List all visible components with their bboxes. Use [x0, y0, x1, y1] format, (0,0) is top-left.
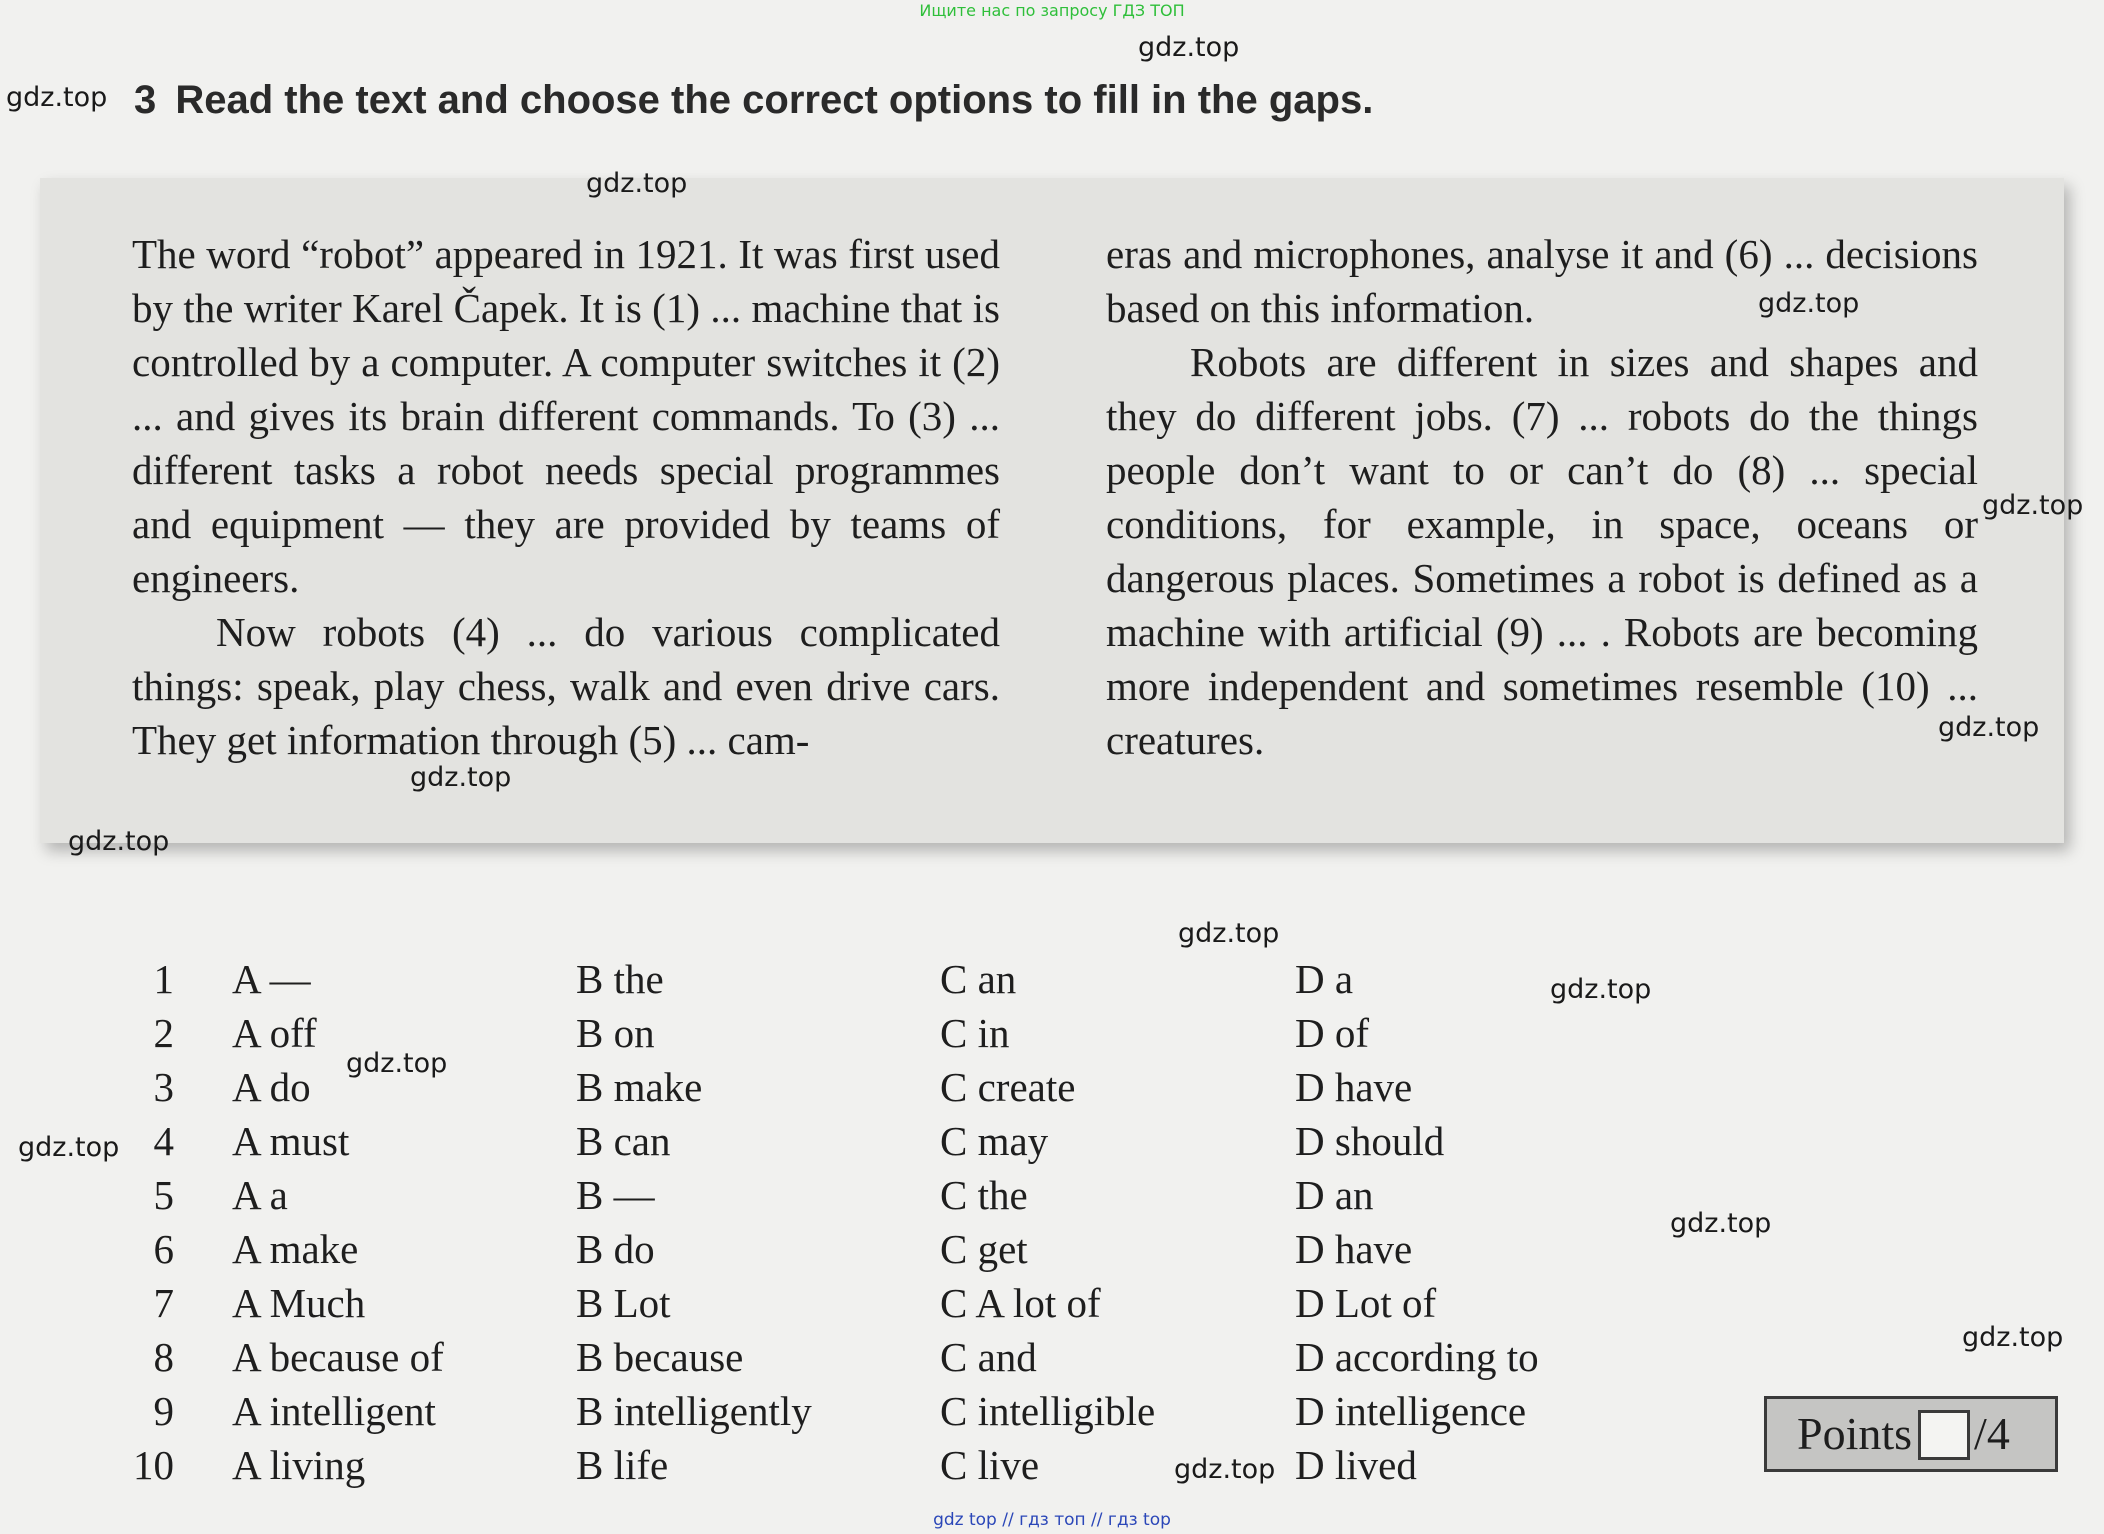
watermark: gdz.top — [346, 1048, 448, 1079]
watermark: gdz.top — [1138, 32, 1240, 63]
option-b[interactable]: B on — [576, 1010, 655, 1056]
points-label: Points — [1797, 1408, 1913, 1459]
option-d[interactable]: D a — [1295, 956, 1354, 1002]
option-row — [132, 1384, 1632, 1438]
text-column-left — [132, 227, 1000, 767]
points-input-box[interactable] — [1918, 1410, 1970, 1460]
option-c[interactable]: C create — [940, 1064, 1076, 1110]
option-c[interactable]: C the — [940, 1172, 1028, 1218]
watermark: gdz.top — [1982, 490, 2084, 521]
option-d[interactable]: D have — [1295, 1064, 1413, 1110]
watermark: gdz.top — [1758, 288, 1860, 319]
option-b[interactable]: B life — [576, 1442, 669, 1488]
item-number: 7 — [153, 1280, 174, 1326]
watermark: gdz.top — [1670, 1208, 1772, 1239]
item-number: 5 — [153, 1172, 174, 1218]
option-b[interactable]: B do — [576, 1226, 655, 1272]
points-total: /4 — [1974, 1408, 2010, 1459]
option-row — [132, 1330, 1632, 1384]
bottom-banner: gdz top // гдз топ // гдз top — [933, 1510, 1171, 1530]
watermark: gdz.top — [1962, 1322, 2064, 1353]
text-paragraph-3: eras and microphones, analyse it and (6) ... decisions based on this information. — [1106, 231, 1978, 331]
option-d[interactable]: D an — [1295, 1172, 1374, 1218]
watermark: gdz.top — [6, 82, 108, 113]
option-b[interactable]: B Lot — [576, 1280, 671, 1326]
option-d[interactable]: D should — [1295, 1118, 1445, 1164]
option-a[interactable]: A because of — [232, 1334, 444, 1380]
option-a[interactable]: A Much — [232, 1280, 366, 1326]
option-row — [132, 1276, 1632, 1330]
option-a[interactable]: A do — [232, 1064, 311, 1110]
option-c[interactable]: C A lot of — [940, 1280, 1101, 1326]
exercise-number: 3 — [134, 78, 157, 122]
option-a[interactable]: A off — [232, 1010, 317, 1056]
option-a[interactable]: A living — [232, 1442, 366, 1488]
option-b[interactable]: B can — [576, 1118, 671, 1164]
option-d[interactable]: D Lot of — [1295, 1280, 1437, 1326]
text-paragraph-2: Now robots (4) ... do various complicated things: speak, play chess, walk and even drive cars. They get information through (5) ... cam- — [132, 609, 1000, 763]
watermark: gdz.top — [410, 762, 512, 793]
option-c[interactable]: C an — [940, 956, 1017, 1002]
exercise-instruction: Read the text and choose the correct options to fill in the gaps. — [175, 78, 1374, 122]
option-row — [132, 1438, 1632, 1492]
option-row — [132, 1114, 1632, 1168]
watermark: gdz.top — [1938, 712, 2040, 743]
option-a[interactable]: A must — [232, 1118, 350, 1164]
option-c[interactable]: C live — [940, 1442, 1040, 1488]
watermark: gdz.top — [1178, 918, 1280, 949]
option-row — [132, 952, 1632, 1006]
option-c[interactable]: C in — [940, 1010, 1010, 1056]
option-row — [132, 1168, 1632, 1222]
option-d[interactable]: D have — [1295, 1226, 1413, 1272]
option-a[interactable]: A a — [232, 1172, 288, 1218]
text-paragraph-1: The word “robot” appeared in 1921. It was first used by the writer Karel Čapek. It is (1) ... machine that is controlled by a computer. A computer switches it (2) ... and gives its brain different commands. To (3) ... different tasks a robot needs special programmes and equipment — they are provided by teams of engineers. — [132, 231, 1000, 601]
item-number: 9 — [153, 1388, 174, 1434]
item-number: 2 — [153, 1010, 174, 1056]
text-paragraph-4: Robots are different in sizes and shapes and they do different jobs. (7) ... robots do the things people don’t want to or can’t do (8) ... special conditions, for example, in space, oceans or dangerous places. Sometimes a robot is defined as a machine with artificial (9) ... . Robots are becoming more independent and sometimes resemble (10) ... creatures. — [1106, 339, 1978, 763]
watermark: gdz.top — [1174, 1454, 1276, 1485]
option-a[interactable]: A intelligent — [232, 1388, 436, 1434]
item-number: 1 — [153, 956, 174, 1002]
option-b[interactable]: B make — [576, 1064, 703, 1110]
watermark: gdz.top — [1550, 974, 1652, 1005]
item-number: 10 — [133, 1442, 174, 1488]
option-c[interactable]: C get — [940, 1226, 1028, 1272]
points-box — [1764, 1396, 2058, 1472]
option-a[interactable]: A make — [232, 1226, 359, 1272]
item-number: 6 — [153, 1226, 174, 1272]
item-number: 4 — [153, 1118, 174, 1164]
watermark: gdz.top — [68, 826, 170, 857]
option-d[interactable]: D intelligence — [1295, 1388, 1527, 1434]
top-banner: Ищите нас по запросу ГДЗ ТОП — [919, 1, 1185, 20]
option-d[interactable]: D of — [1295, 1010, 1370, 1056]
option-a[interactable]: A — — [232, 956, 311, 1002]
option-d[interactable]: D lived — [1295, 1442, 1417, 1488]
item-number: 3 — [153, 1064, 174, 1110]
workbook-page — [0, 22, 2104, 1506]
option-c[interactable]: C may — [940, 1118, 1049, 1164]
option-b[interactable]: B because — [576, 1334, 744, 1380]
watermark: gdz.top — [18, 1132, 120, 1163]
option-d[interactable]: D according to — [1295, 1334, 1539, 1380]
option-b[interactable]: B the — [576, 956, 664, 1002]
option-row — [132, 1222, 1632, 1276]
option-c[interactable]: C and — [940, 1334, 1037, 1380]
option-b[interactable]: B intelligently — [576, 1388, 812, 1434]
item-number: 8 — [153, 1334, 174, 1380]
answer-options-table — [132, 952, 1632, 1492]
exercise-title — [134, 78, 1534, 123]
option-b[interactable]: B — — [576, 1172, 655, 1218]
option-c[interactable]: C intelligible — [940, 1388, 1156, 1434]
watermark: gdz.top — [586, 168, 688, 199]
